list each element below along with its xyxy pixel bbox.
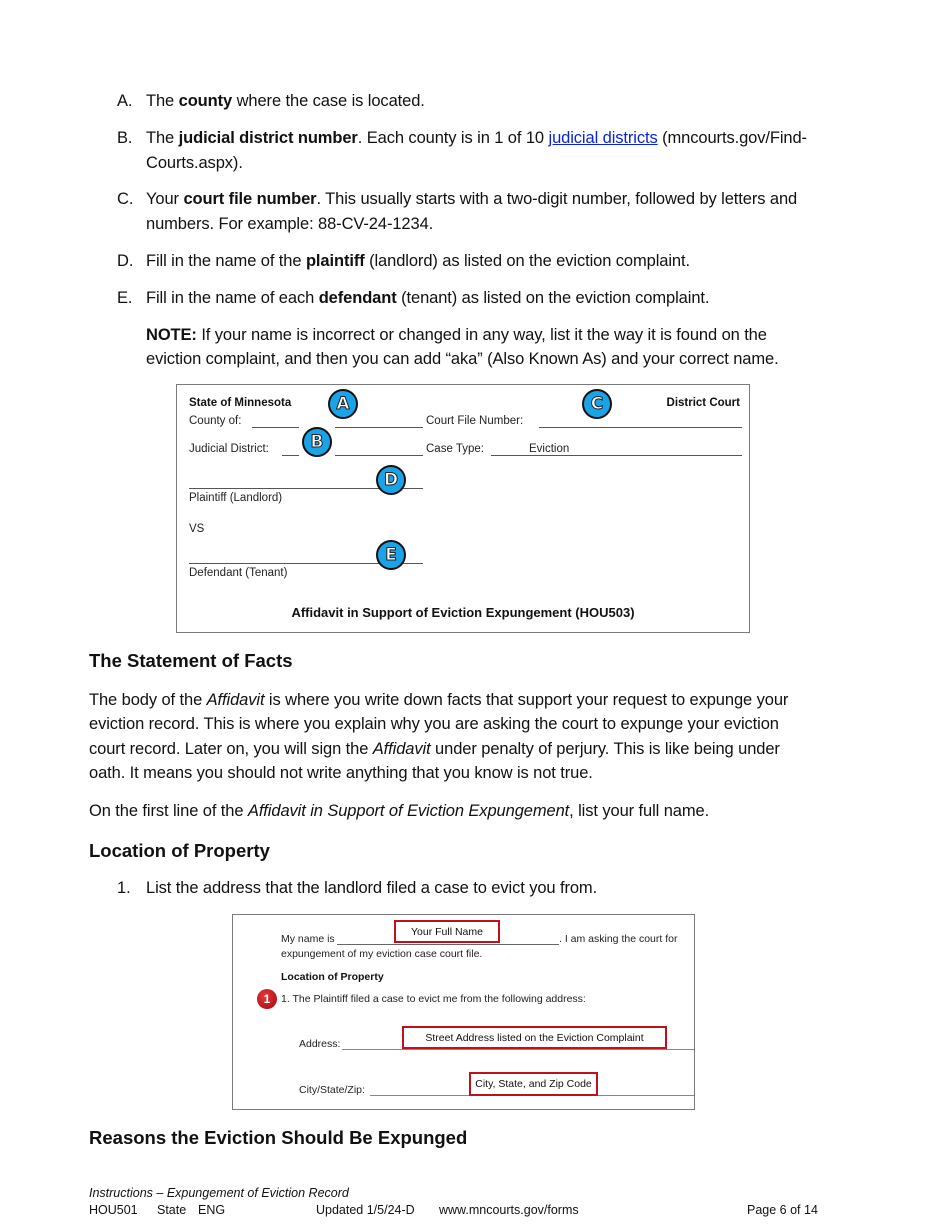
facts-paragraph-line-2: eviction record. This is where you explain why you are asking the court to expunge your eviction bbox=[89, 715, 779, 733]
plaintiff-filed-text: 1. The Plaintiff filed a case to evict me from the following address: bbox=[281, 993, 586, 1005]
badge-c-icon: C bbox=[582, 389, 612, 419]
address-callout-box: Street Address listed on the Eviction Complaint bbox=[402, 1026, 667, 1049]
county-line-2 bbox=[335, 427, 423, 428]
court-label: District Court bbox=[666, 397, 740, 409]
footer-page-number: Page 6 of 14 bbox=[747, 1203, 818, 1217]
step-1-badge-icon: 1 bbox=[257, 989, 277, 1009]
facts-paragraph-line-4: oath. It means you should not write anything that you know is not true. bbox=[89, 764, 593, 782]
court-file-number-line bbox=[539, 427, 742, 428]
statement-of-facts-heading: The Statement of Facts bbox=[89, 650, 293, 671]
facts-paragraph-line-3: court record. Later on, you will sign the Affidavit under penalty of perjury. This is like being under bbox=[89, 740, 780, 758]
expungement-text: expungement of my eviction case court file. bbox=[281, 948, 483, 960]
list-item-e: Fill in the name of each defendant (tenant) as listed on the eviction complaint. bbox=[146, 289, 710, 307]
city-callout-box: City, State, and Zip Code bbox=[469, 1072, 598, 1096]
list-marker-c: C. bbox=[117, 190, 134, 208]
badge-e-icon: E bbox=[376, 540, 406, 570]
note-paragraph-cont: eviction complaint, and then you can add “aka” (Also Known As) and your correct name. bbox=[146, 350, 779, 368]
list-marker-b: B. bbox=[117, 129, 133, 147]
first-line-paragraph: On the first line of the Affidavit in Support of Eviction Expungement, list your full name. bbox=[89, 802, 710, 820]
court-file-number-label: Court File Number: bbox=[426, 415, 524, 427]
list-item-c-cont: numbers. For example: 88-CV-24-1234. bbox=[146, 215, 434, 233]
case-type-label: Case Type: bbox=[426, 443, 484, 455]
footer-url: www.mncourts.gov/forms bbox=[439, 1203, 579, 1217]
footer-scope: State bbox=[157, 1203, 187, 1217]
location-item-1: List the address that the landlord filed a case to evict you from. bbox=[146, 879, 598, 897]
address-label: Address: bbox=[299, 1038, 341, 1050]
county-label: County of: bbox=[189, 415, 242, 427]
judicial-district-label: Judicial District: bbox=[189, 443, 269, 455]
asking-text: . I am asking the court for bbox=[559, 933, 678, 945]
badge-d-icon: D bbox=[376, 465, 406, 495]
reasons-heading: Reasons the Eviction Should Be Expunged bbox=[89, 1127, 468, 1148]
list-item-c: Your court file number. This usually starts with a two-digit number, followed by letters and bbox=[146, 190, 798, 208]
footer-updated: Updated 1/5/24-D bbox=[316, 1203, 415, 1217]
list-marker-e: E. bbox=[117, 289, 133, 307]
note-paragraph: NOTE: If your name is incorrect or changed in any way, list it the way it is found on the bbox=[146, 326, 767, 344]
badge-b-icon: B bbox=[302, 427, 332, 457]
name-callout-box: Your Full Name bbox=[394, 920, 500, 943]
list-item-b: The judicial district number. Each county is in 1 of 10 judicial districts (mncourts.gov/Find- bbox=[146, 129, 807, 147]
footer-title: Instructions – Expungement of Eviction Record bbox=[89, 1186, 349, 1200]
badge-a-icon: A bbox=[328, 389, 358, 419]
county-line-1 bbox=[252, 427, 299, 428]
case-caption-figure bbox=[176, 384, 750, 633]
list-marker-a: A. bbox=[117, 92, 133, 110]
footer-form-id: HOU501 bbox=[89, 1203, 138, 1217]
list-item-b-cont: Courts.aspx). bbox=[146, 154, 243, 172]
judicial-line-2 bbox=[335, 455, 423, 456]
footer-language: ENG bbox=[198, 1203, 226, 1217]
address-figure bbox=[232, 914, 695, 1110]
my-name-label: My name is bbox=[281, 933, 335, 945]
facts-paragraph-line-1: The body of the Affidavit is where you write down facts that support your request to expunge your bbox=[89, 691, 789, 709]
state-label: State of Minnesota bbox=[189, 397, 292, 409]
address-line bbox=[342, 1049, 694, 1050]
affidavit-title: Affidavit in Support of Eviction Expungement (HOU503) bbox=[291, 605, 635, 620]
defendant-label: Defendant (Tenant) bbox=[189, 567, 288, 579]
location-item-marker: 1. bbox=[117, 879, 131, 897]
city-state-zip-label: City/State/Zip: bbox=[299, 1084, 365, 1096]
case-type-value: Eviction bbox=[529, 443, 570, 455]
judicial-districts-link[interactable]: judicial districts bbox=[548, 129, 658, 147]
plaintiff-label: Plaintiff (Landlord) bbox=[189, 492, 283, 504]
figure-location-heading: Location of Property bbox=[281, 971, 384, 983]
list-item-a: The county where the case is located. bbox=[146, 92, 425, 110]
location-of-property-heading: Location of Property bbox=[89, 840, 270, 861]
name-line bbox=[337, 944, 559, 945]
vs-label: VS bbox=[189, 523, 205, 535]
judicial-line-1 bbox=[282, 455, 299, 456]
list-marker-d: D. bbox=[117, 252, 134, 270]
list-item-d: Fill in the name of the plaintiff (landlord) as listed on the eviction complaint. bbox=[146, 252, 690, 270]
